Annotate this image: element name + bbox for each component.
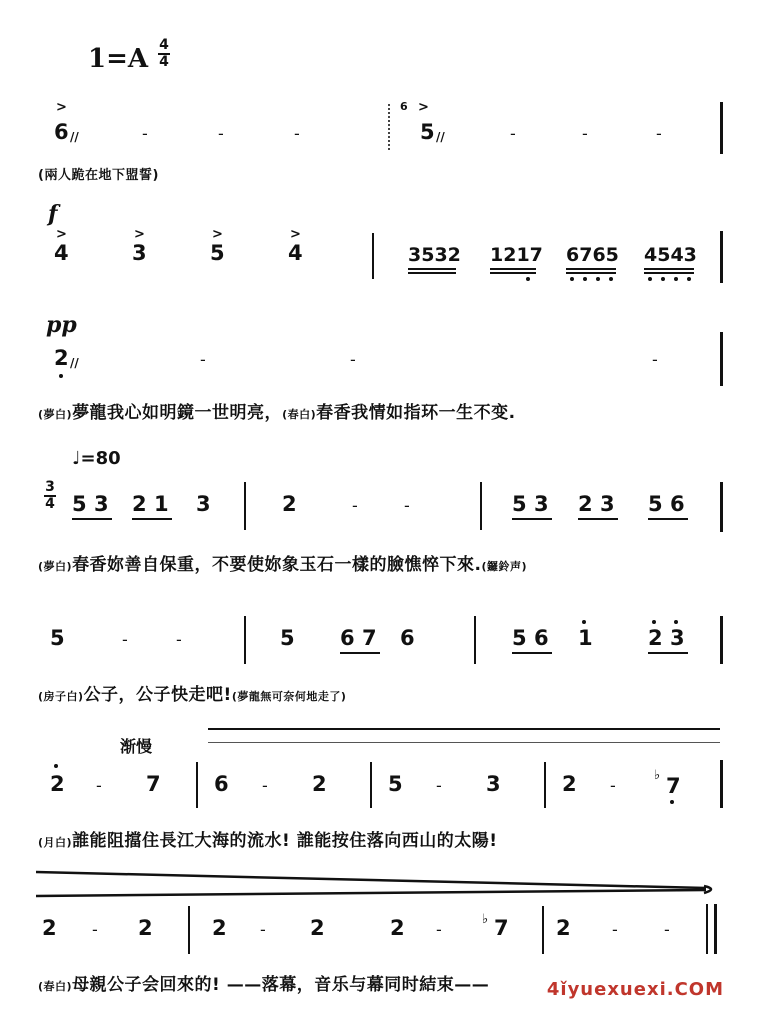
lower-octave-dot xyxy=(670,800,674,804)
stage-direction: (兩人跪在地下盟誓) xyxy=(38,168,159,183)
flat-sign: ♭ xyxy=(482,912,489,927)
note: 4 xyxy=(54,241,69,265)
lower-octave-dot xyxy=(661,277,665,281)
underline xyxy=(490,268,536,270)
time-sig-top: 4 xyxy=(159,37,169,53)
note: 6 xyxy=(340,626,355,650)
rit-line xyxy=(208,728,720,730)
lower-octave-dot xyxy=(687,277,691,281)
accent-mark: > xyxy=(418,100,429,115)
barline xyxy=(372,233,374,279)
note-group: 3532 xyxy=(408,244,461,266)
note: 5 xyxy=(280,626,295,650)
tremolo-mark: // xyxy=(436,130,445,144)
note: 3 xyxy=(534,492,549,516)
time-signature xyxy=(44,480,56,511)
dash: - xyxy=(610,776,616,795)
underline xyxy=(408,272,456,274)
accent-mark: > xyxy=(290,227,301,242)
dash: - xyxy=(664,920,670,939)
dash: - xyxy=(656,124,662,143)
underline xyxy=(566,268,616,270)
lower-octave-dot xyxy=(648,277,652,281)
speaker-label: (夢白) xyxy=(38,408,73,421)
underline xyxy=(644,268,694,270)
underline xyxy=(566,272,616,274)
lyric-line xyxy=(38,826,498,851)
tempo-mark: ♩=80 xyxy=(72,448,121,469)
note: 2 xyxy=(562,772,577,796)
barline xyxy=(474,616,476,664)
underline xyxy=(578,518,618,520)
lower-octave-dot xyxy=(609,277,613,281)
note: 1 xyxy=(578,626,593,650)
note: 3 xyxy=(600,492,615,516)
accent-mark: > xyxy=(134,227,145,242)
dash: - xyxy=(652,350,658,369)
note: 6 xyxy=(214,772,229,796)
score-line-6 xyxy=(0,720,760,850)
lower-octave-dot xyxy=(596,277,600,281)
note: 5 xyxy=(50,626,65,650)
accent-mark: > xyxy=(212,227,223,242)
grace-note: 6 xyxy=(400,100,408,113)
dash: - xyxy=(404,496,410,515)
barline xyxy=(720,102,723,154)
upper-octave-dot xyxy=(54,764,58,768)
dash: - xyxy=(510,124,516,143)
barline xyxy=(720,616,723,664)
note: 3 xyxy=(94,492,109,516)
note: 6 xyxy=(534,626,549,650)
dash: - xyxy=(122,630,128,649)
lyric-line xyxy=(38,550,527,575)
score-line-1 xyxy=(0,100,760,190)
underline xyxy=(648,652,688,654)
lyric-text: 母親公子会回來的! ——落幕，音乐与幕同时結束—— xyxy=(72,975,490,995)
lyric-text: 誰能阻擋住長江大海的流水! 誰能按住落向西山的太陽! xyxy=(72,831,498,851)
note-group: 6765 xyxy=(566,244,619,266)
stage-direction: (夢龍無可奈何地走了) xyxy=(231,690,347,703)
note: 3 xyxy=(196,492,211,516)
note: 2 xyxy=(648,626,663,650)
barline xyxy=(196,762,198,808)
score-line-2 xyxy=(0,201,760,295)
note: 6 xyxy=(400,626,415,650)
lyric-line xyxy=(38,680,346,705)
note: 5 xyxy=(72,492,87,516)
note: 2 xyxy=(312,772,327,796)
note: 5 xyxy=(388,772,403,796)
barline xyxy=(720,231,723,283)
lyric-text: 夢龍我心如明鏡一世明亮， xyxy=(72,403,283,423)
dash: - xyxy=(582,124,588,143)
barline xyxy=(720,760,723,808)
note: 5 xyxy=(648,492,663,516)
time-sig-bottom: 4 xyxy=(45,496,55,512)
lyric-line xyxy=(38,970,489,995)
lyric-text: 春香我情如指环一生不变. xyxy=(316,403,516,423)
note: 6 xyxy=(54,120,69,144)
upper-octave-dot xyxy=(652,620,656,624)
note-group: 1217 xyxy=(490,244,543,266)
dash: - xyxy=(92,920,98,939)
note: 6 xyxy=(670,492,685,516)
speaker-label: (房子白) xyxy=(38,690,84,703)
note: 2 xyxy=(282,492,297,516)
dash: - xyxy=(612,920,618,939)
lower-octave-dot xyxy=(526,277,530,281)
barline xyxy=(480,482,482,530)
dash: - xyxy=(436,920,442,939)
dash: - xyxy=(176,630,182,649)
lower-octave-dot xyxy=(59,374,63,378)
note: 2 xyxy=(556,916,571,940)
dash: - xyxy=(436,776,442,795)
underline xyxy=(512,652,552,654)
barline-dashed xyxy=(388,104,390,150)
note: 7 xyxy=(362,626,377,650)
lyric-text: 春香妳善自保重，不要使妳象玉石一樣的臉憔悴下來. xyxy=(72,555,482,575)
tremolo-mark: // xyxy=(70,356,79,370)
lyric-line xyxy=(38,398,516,423)
note: 2 xyxy=(138,916,153,940)
barline xyxy=(244,482,246,530)
dash: - xyxy=(200,350,206,369)
tempo-text: 渐慢 xyxy=(120,737,153,756)
time-sig-bottom: 4 xyxy=(159,54,169,70)
note: 2 xyxy=(578,492,593,516)
note: 7 xyxy=(666,774,681,798)
score-line-4 xyxy=(0,444,760,574)
underline xyxy=(408,268,456,270)
dash: - xyxy=(96,776,102,795)
lower-octave-dot xyxy=(674,277,678,281)
note: 3 xyxy=(670,626,685,650)
underline xyxy=(72,518,112,520)
speaker-label: (夢白) xyxy=(38,560,73,573)
underline xyxy=(340,652,380,654)
speaker-label: (春白) xyxy=(38,980,73,993)
flat-sign: ♭ xyxy=(654,768,661,783)
watermark: 4ǐyuexuexi.COM xyxy=(546,979,724,1000)
upper-octave-dot xyxy=(582,620,586,624)
dynamic-pp: pp xyxy=(46,312,77,338)
time-signature xyxy=(158,38,170,69)
note: 5 xyxy=(512,492,527,516)
dynamic-f: f xyxy=(48,201,58,227)
note: 5 xyxy=(512,626,527,650)
note: 2 xyxy=(132,492,147,516)
dash: - xyxy=(260,920,266,939)
underline xyxy=(512,518,552,520)
barline xyxy=(720,332,723,386)
barline xyxy=(188,906,190,954)
note: 7 xyxy=(146,772,161,796)
note: 2 xyxy=(42,916,57,940)
decrescendo-hairpin xyxy=(36,864,720,900)
underline xyxy=(132,518,172,520)
score-line-3 xyxy=(0,312,760,422)
note: 1 xyxy=(154,492,169,516)
underline xyxy=(644,272,694,274)
lyric-text: 公子，公子快走吧! xyxy=(83,685,232,705)
dash: - xyxy=(262,776,268,795)
note: 5 xyxy=(210,241,225,265)
note: 3 xyxy=(486,772,501,796)
underline xyxy=(648,518,688,520)
note: 2 xyxy=(50,772,65,796)
dash: - xyxy=(294,124,300,143)
underline xyxy=(490,272,536,274)
barline xyxy=(544,762,546,808)
rit-line xyxy=(208,742,720,743)
score-line-5 xyxy=(0,598,760,708)
dash: - xyxy=(142,124,148,143)
barline xyxy=(244,616,246,664)
accent-mark: > xyxy=(56,227,67,242)
dash: - xyxy=(218,124,224,143)
barline xyxy=(542,906,544,954)
note-group: 4543 xyxy=(644,244,697,266)
accent-mark: > xyxy=(56,100,67,115)
speaker-label: (月白) xyxy=(38,836,73,849)
lower-octave-dot xyxy=(570,277,574,281)
barline xyxy=(720,482,723,532)
time-sig-top: 3 xyxy=(45,479,55,495)
dash: - xyxy=(350,350,356,369)
note: 2 xyxy=(212,916,227,940)
tremolo-mark: // xyxy=(70,130,79,144)
note: 2 xyxy=(310,916,325,940)
note: 3 xyxy=(132,241,147,265)
stage-direction: (鑼鈴声) xyxy=(481,560,528,573)
speaker-label: (春白) xyxy=(282,408,317,421)
note: 7 xyxy=(494,916,509,940)
note: 4 xyxy=(288,241,303,265)
note: 5 xyxy=(420,120,435,144)
key-signature: 1=A xyxy=(88,44,149,74)
barline xyxy=(370,762,372,808)
dash: - xyxy=(352,496,358,515)
note: 2 xyxy=(54,346,69,370)
final-barline xyxy=(706,904,717,954)
lower-octave-dot xyxy=(583,277,587,281)
upper-octave-dot xyxy=(674,620,678,624)
note: 2 xyxy=(390,916,405,940)
